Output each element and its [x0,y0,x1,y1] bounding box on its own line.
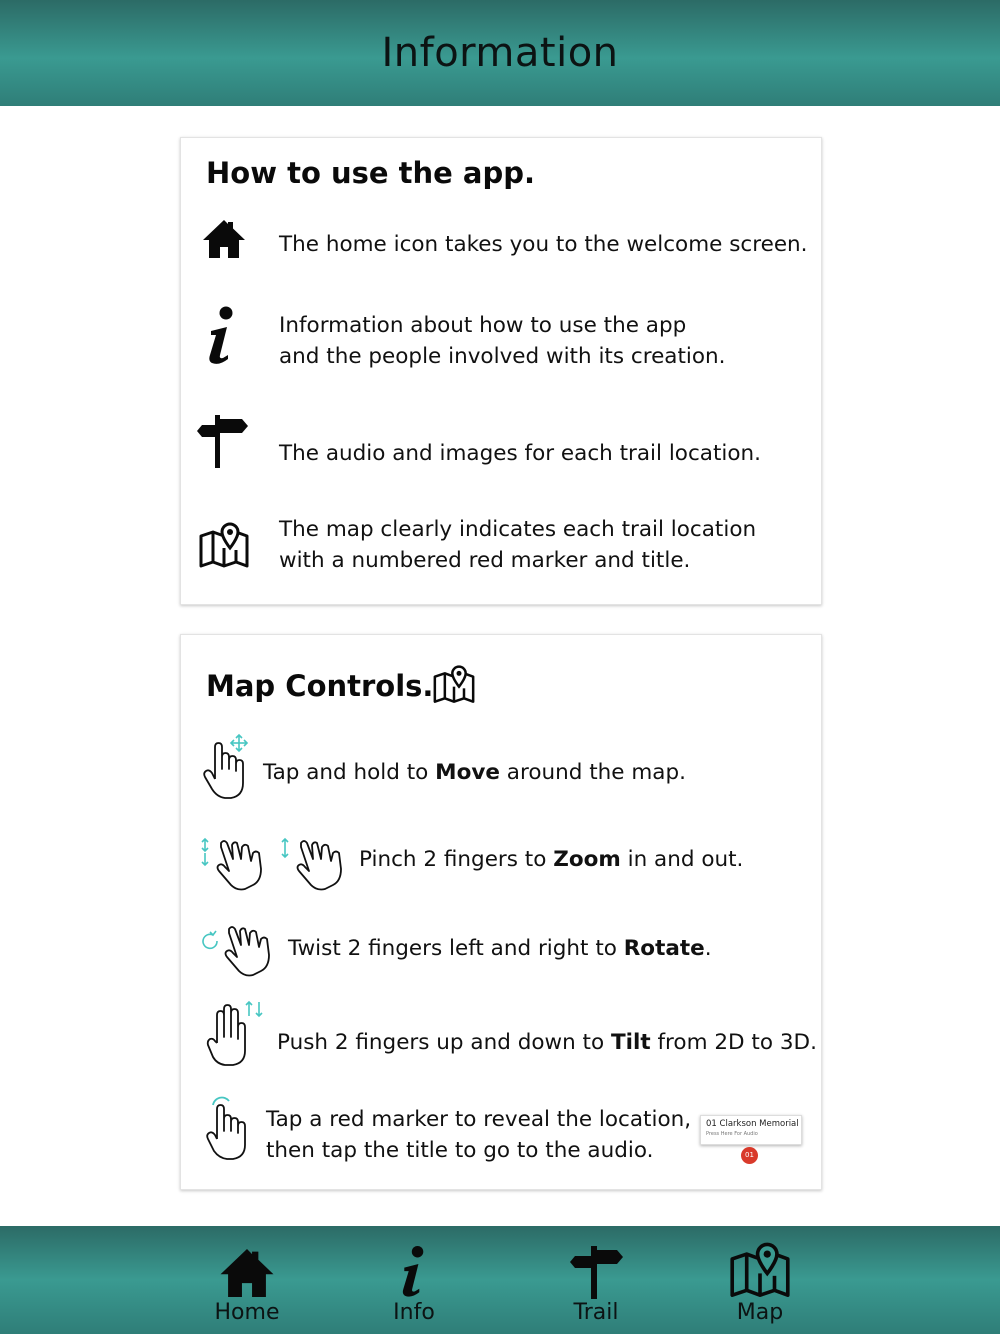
tab-trail-label: Trail [573,1300,619,1325]
tab-map[interactable] [700,1226,820,1334]
tab-home-label: Home [214,1300,280,1325]
info-icon [399,1240,429,1300]
top-bar [0,0,1000,106]
example-red-marker: 01 [741,1147,758,1164]
tab-trail[interactable] [536,1226,656,1334]
hand-move-icon [201,733,257,807]
how-to-row-home: The home icon takes you to the welcome screen. [279,232,808,257]
home-icon [218,1240,276,1300]
map-control-tilt: Push 2 fingers up and down to Tilt from 2D to 3D. [277,1030,817,1055]
how-to-row-map: The map clearly indicates each trail location with a numbered red marker and title. [279,517,757,573]
map-controls-card [180,634,822,1190]
hand-tilt-icon [205,999,269,1073]
home-icon [201,218,247,264]
signpost-icon [196,411,250,473]
map-icon [433,665,475,709]
tab-info[interactable] [354,1226,474,1334]
example-marker-popup: 01 Clarkson Memorial Press Here For Audio [700,1115,802,1145]
how-to-row-trail: The audio and images for each trail location. [279,441,761,466]
map-control-move: Tap and hold to Move around the map. [263,760,686,785]
how-to-card [180,137,822,605]
tab-info-label: Info [393,1300,435,1325]
page-title: Information [381,30,619,76]
how-to-row-info: Information about how to use the app and the people involved with its creation. [279,313,726,369]
hand-tap-icon [205,1093,255,1165]
hand-rotate-icon [201,919,275,983]
bottom-tab-bar [0,1226,1000,1334]
map-control-rotate: Twist 2 fingers left and right to Rotate. [288,936,712,961]
map-icon [199,522,249,574]
tab-home[interactable] [187,1226,307,1334]
signpost-icon [566,1240,626,1300]
map-control-tap-marker: Tap a red marker to reveal the location, then tap the title to go to the audio. [266,1107,692,1163]
tab-map-label: Map [736,1300,784,1325]
how-to-title: How to use the app. [206,156,536,190]
hand-pinch-icon [199,833,349,895]
map-control-zoom: Pinch 2 fingers to Zoom in and out. [359,847,744,872]
map-icon [729,1240,791,1300]
map-controls-title: Map Controls. [206,669,434,703]
info-icon [205,305,239,371]
